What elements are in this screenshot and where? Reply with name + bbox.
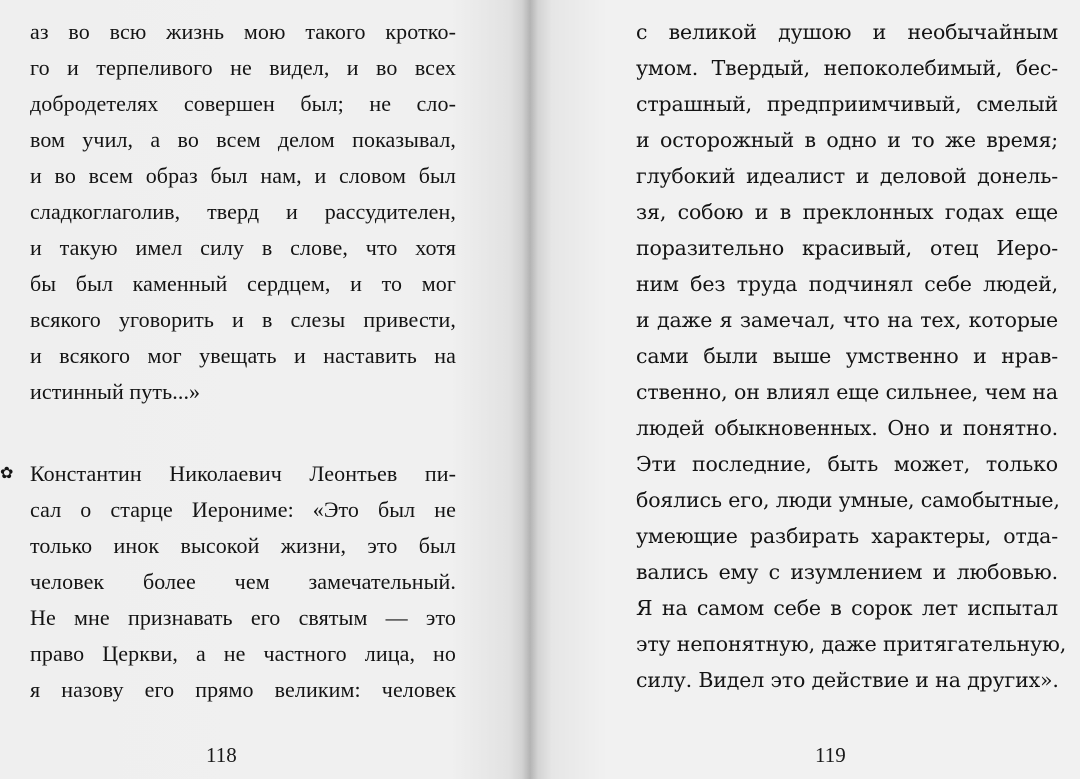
text-line: и такую имел силу в слове, что хотя	[30, 235, 456, 260]
text-line: глубокий идеалист и деловой донель-	[636, 164, 1058, 188]
text-line: сал о старце Иерониме: «Это был не	[30, 497, 456, 522]
text-line: страшный, предприимчивый, смелый	[636, 92, 1058, 116]
text-line: Эти последние, быть может, только	[636, 452, 1058, 476]
text-line: вались ему с изумлением и любовью.	[636, 560, 1058, 584]
page-number-right: 119	[815, 743, 846, 767]
text-line: сладкоглаголив, тверд и рассудителен,	[30, 199, 456, 224]
text-line: и всякого мог увещать и наставить на	[30, 343, 456, 368]
text-line: ним без труда подчинял себе людей,	[636, 272, 1058, 296]
text-line: поразительно красивый, отец Иеро-	[636, 236, 1058, 260]
text-line: и во всем образ был нам, и словом был	[30, 163, 456, 188]
flower-bullet-icon: ✿	[0, 463, 14, 482]
text-line: добродетелях совершен был; не сло-	[30, 91, 456, 116]
text-line: человек более чем замечательный.	[30, 569, 456, 594]
book-gutter	[522, 0, 538, 779]
text-line: и осторожный в одно и то же время;	[636, 128, 1058, 152]
text-line: аз во всю жизнь мою такого кротко-	[30, 19, 456, 44]
text-line: сами были выше умственно и нрав-	[636, 344, 1058, 368]
text-line: Я на самом себе в сорок лет испытал	[636, 596, 1058, 620]
left-paragraph-2	[30, 456, 456, 708]
text-line: с великой душою и необычайным	[636, 20, 1058, 44]
right-paragraph	[636, 14, 1067, 698]
text-line: право Церкви, а не частного лица, но	[30, 641, 456, 666]
text-line: только инок высокой жизни, это был	[30, 533, 456, 558]
text-line: бы был каменный сердцем, и то мог	[30, 271, 456, 296]
page-number-left: 118	[206, 743, 237, 767]
text-line: зя, собою и в преклонных годах еще	[636, 200, 1058, 224]
text-line: всякого уговорить и в слезы привести,	[30, 307, 456, 332]
text-line: умеющие разбирать характеры, отда-	[636, 524, 1058, 548]
text-line: боялись его, люди умные, самобытные,	[636, 488, 1060, 512]
text-line: и даже я замечал, что на тех, которые	[636, 308, 1058, 332]
text-line: людей обыкновенных. Оно и понятно.	[636, 416, 1058, 440]
text-line: эту непонятную, даже притягательную,	[636, 632, 1067, 656]
left-page	[0, 0, 530, 779]
text-line: Не мне признавать его святым — это	[30, 605, 456, 630]
text-line: я назову его прямо великим: человек	[30, 677, 456, 702]
text-line: вом учил, а во всем делом показывал,	[30, 127, 456, 152]
text-line: умом. Твердый, непоколебимый, бес-	[636, 56, 1058, 80]
text-line: го и терпеливого не видел, и во всех	[30, 55, 456, 80]
text-line: Константин Николаевич Леонтьев пи-	[30, 461, 456, 486]
text-line: ственно, он влиял еще сильнее, чем на	[636, 380, 1058, 404]
text-line: истинный путь...»	[30, 379, 201, 404]
text-line: силу. Видел это действие и на других».	[636, 668, 1059, 692]
left-paragraph-1	[30, 14, 456, 410]
